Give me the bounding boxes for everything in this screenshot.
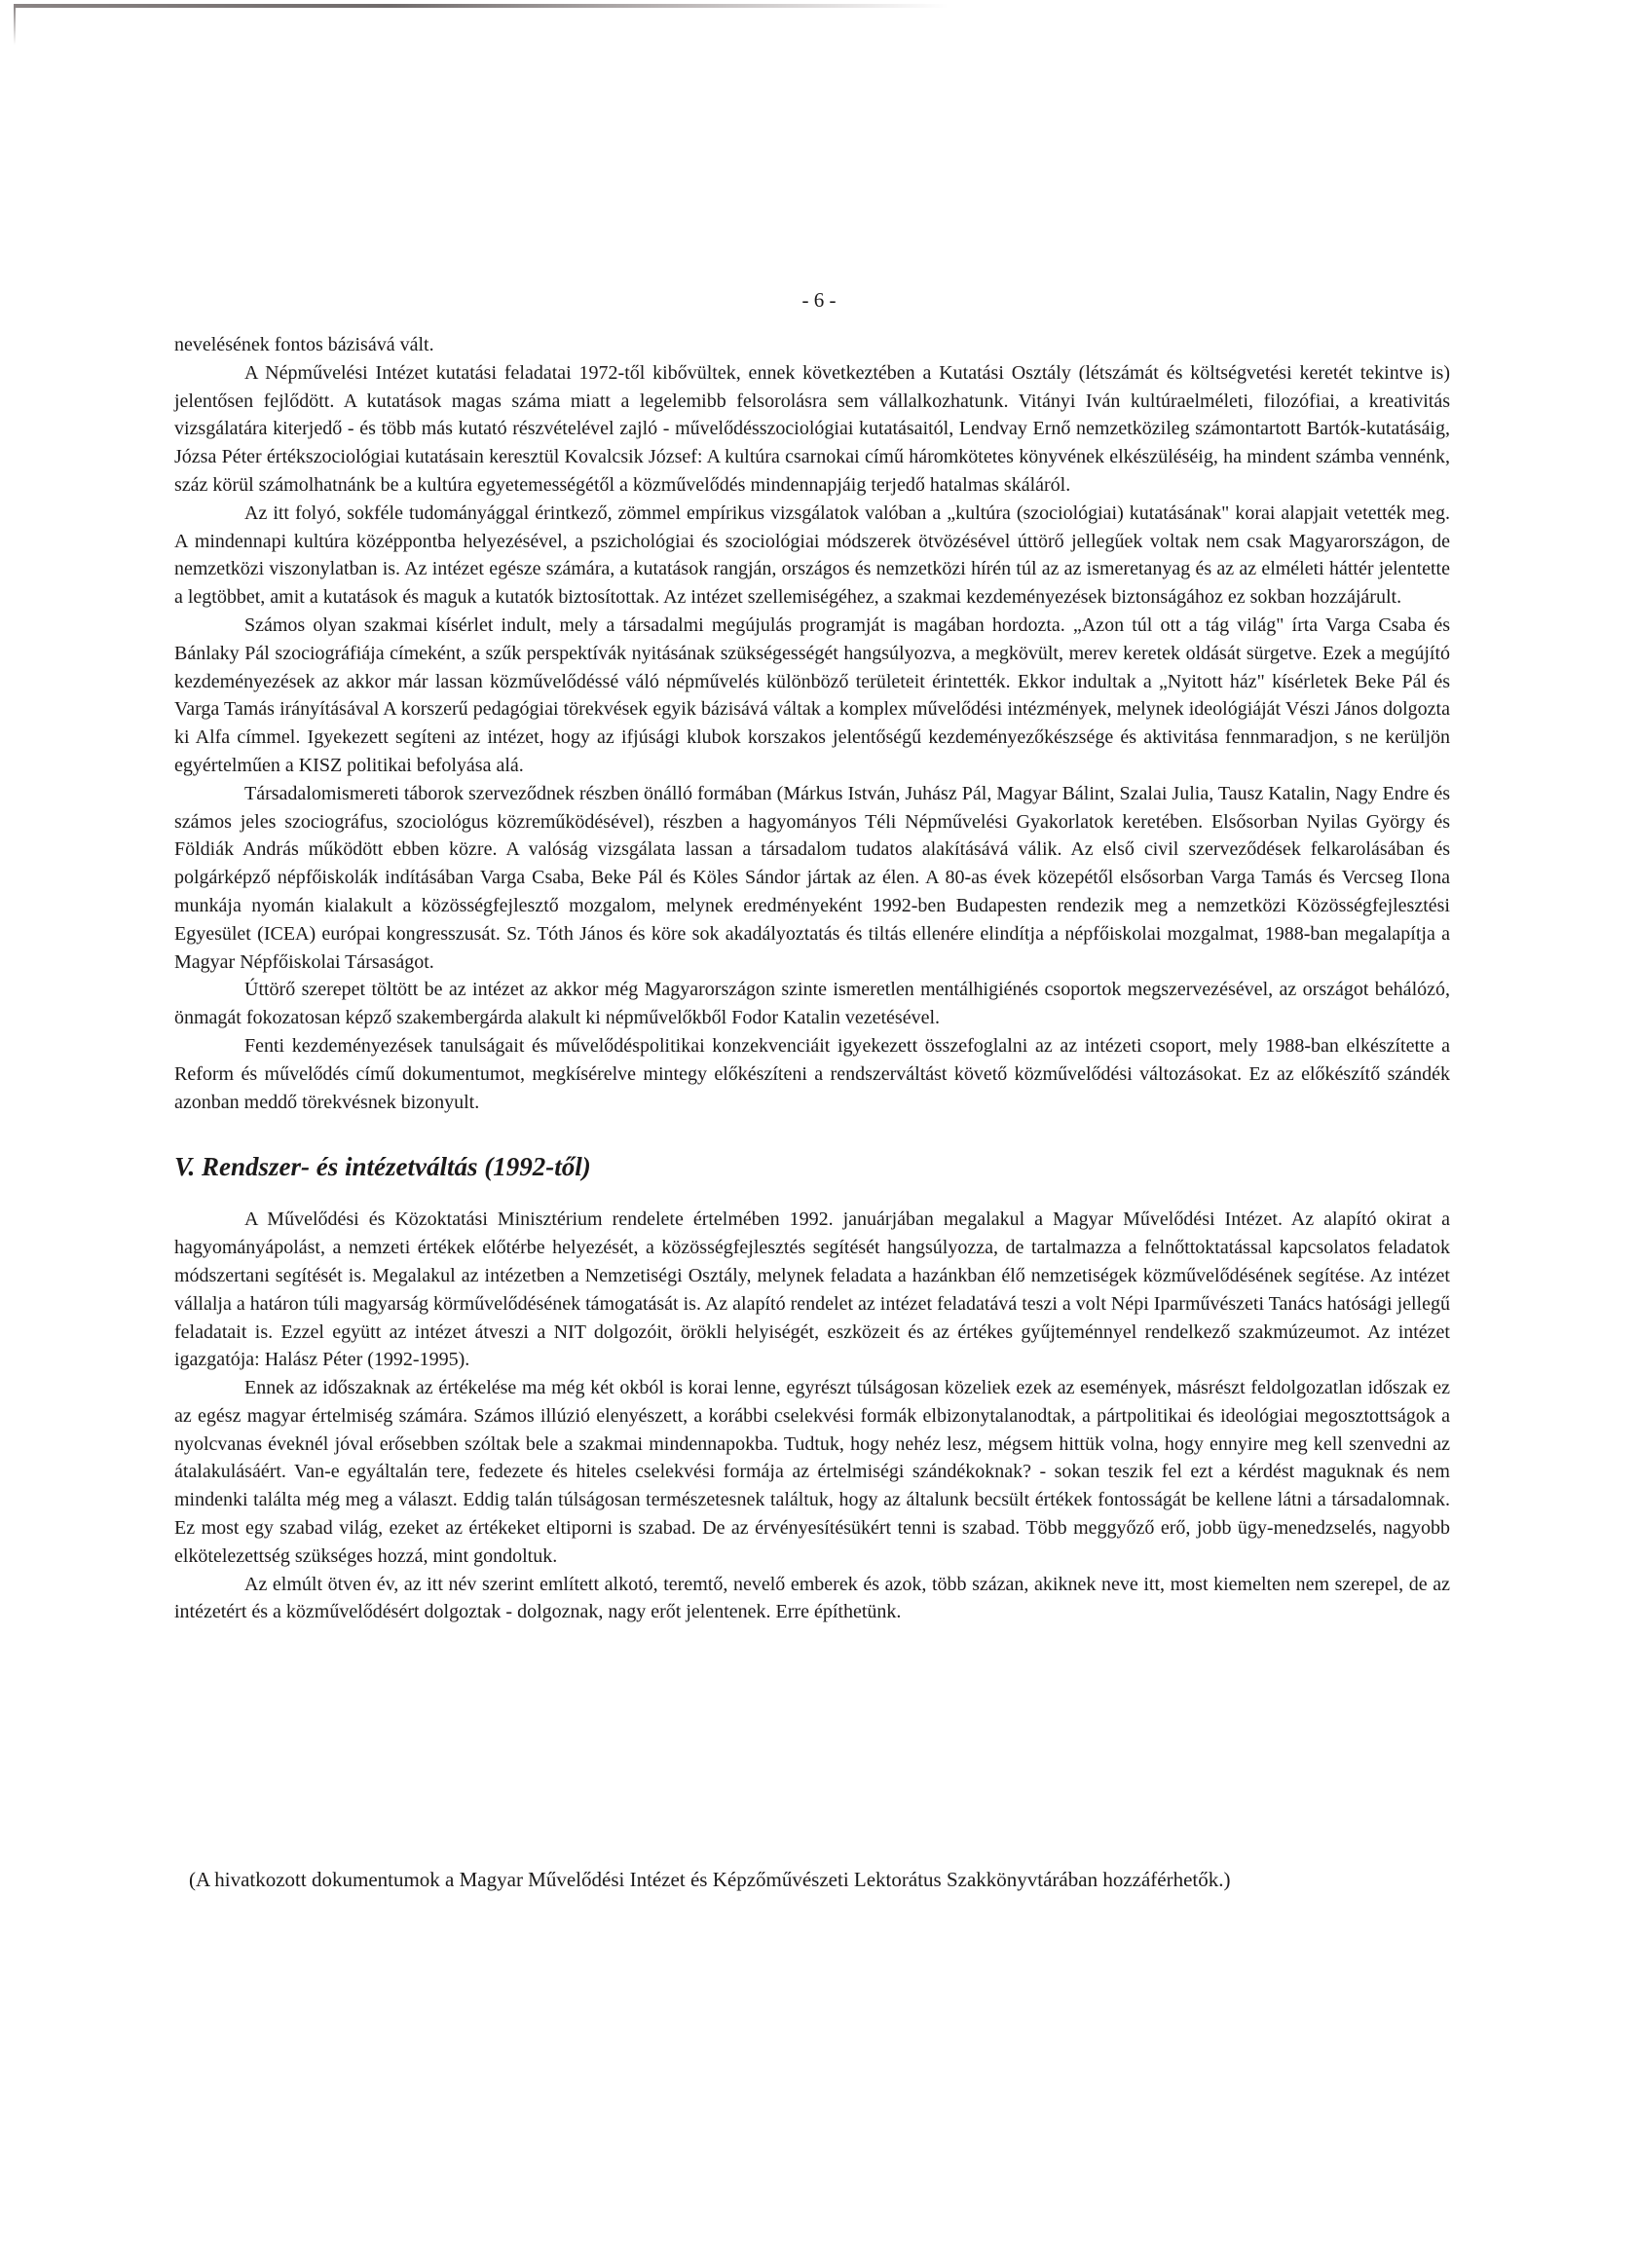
paragraph: Számos olyan szakmai kísérlet indult, mely a társadalmi megújulás programját is magában hordozta. „Azon túl ott a tág világ" írta Varga Csaba és Bánlaky Pál szociográfiája címeként, a szűk perspektívák nyitásának szükségességét hangsúlyozva, a megkövült, merev keretek oldását sürgetve. Ezek a megújító kezdeményezések az akkor már lassan közművelődéssé váló népművelés különböző területeit érintették. Ekkor indultak a „Nyitott ház" kísérletek Beke Pál és Varga Tamás irányításával A korszerű pedagógiai törekvések egyik bázisává váltak a komplex művelődési intézmények, melynek ideológiáját Vészi János dolgozta ki Alfa címmel. Igyekezett segíteni az intézet, hogy az ifjúsági klubok korszakos jelentőségű kezdeményezőkészsége és aktivitása fennmaradjon, s ne kerüljön egyértelműen a KISZ politikai befolyása alá. — [174, 613, 1450, 776]
scan-edge-artifact — [14, 4, 949, 8]
paragraph: Az itt folyó, sokféle tudományággal érintkező, zömmel empírikus vizsgálatok valóban a „kultúra (szociológiai) kutatásának" korai alapjait vetették meg. A mindennapi kultúra középpontba helyezésével, a pszichológiai és szociológiai módszerek ötvözésével úttörő jellegűek voltak nem csak Magyarországon, de nemzetközi viszonylatban is. Az intézet egésze számára, a kutatások rangján, országos és nemzetközi hírén túl az az ismeretanyag és az az elméleti háttér jelentette a legtöbbet, amit a kutatások és maguk a kutatók biztosítottak. Az intézet szellemiségéhez, a szakmai kezdeményezések biztonságához ez sokban hozzájárult. — [174, 502, 1450, 609]
scan-edge-artifact-left — [14, 6, 16, 45]
document-body — [174, 331, 1450, 1626]
paragraph: nevelésének fontos bázisává vált. — [174, 334, 434, 355]
paragraph: A Népművelési Intézet kutatási feladatai 1972-től kibővültek, ennek következtében a Kutatási Osztály (létszámát és költségvetési keretét tekintve is) jelentősen fejlődött. A kutatások magas száma miatt a legelemibb felsorolásra sem vállalkozhatunk. Vitányi Iván kultúraelméleti, filozófiai, a kreativitás vizsgálatára kiterjedő - és több más kutató részvételével zajló - művelődésszociológiai kutatásaitól, Lendvay Ernő nemzetközileg számontartott Bartók-kutatásáig, Józsa Péter értékszociológiai kutatásain keresztül Kovalcsik József: A kultúra csarnokai című háromkötetes könyvének elkészüléséig, ha mindent számba vennénk, száz körül számolhatnánk be a kultúra egyetemességétől a közművelődés mindennapjáig terjedő hatalmas skáláról. — [174, 361, 1450, 496]
paragraph: A Művelődési és Közoktatási Minisztérium rendelete értelmében 1992. januárjában megalakul a Magyar Művelődési Intézet. Az alapító okirat a hagyományápolást, a nemzeti értékek előtérbe helyezését, a közösségfejlesztés segítését hangsúlyozza, de tartalmazza a felnőttoktatással kapcsolatos feladatok módszertani segítését is. Megalakul az intézetben a Nemzetiségi Osztály, melynek feladata a hazánkban élő nemzetiségek közművelődésének segítése. Az intézet vállalja a határon túli magyarság körművelődésének támogatását is. Az alapító rendelet az intézet feladatává teszi a volt Népi Iparművészeti Tanács hatósági jellegű feladatait is. Ezzel együtt az intézet átveszi a NIT dolgozóit, örökli helyiségét, eszközeit és az értékes gyűjteménnyel rendelkező szakmúzeumot. Az intézet igazgatója: Halász Péter (1992-1995). — [174, 1208, 1450, 1371]
footnote: (A hivatkozott dokumentumok a Magyar Művelődési Intézet és Képzőművészeti Lektorátus Szakkönyvtárában hozzáférhetők.) — [189, 1868, 1231, 1891]
paragraph: Ennek az időszaknak az értékelése ma még két okból is korai lenne, egyrészt túlságosan közeliek ezek az események, másrészt feldolgozatlan időszak ez az egész magyar értelmiség számára. Számos illúzió elenyészett, a korábbi cselekvési formák elbizonytalanodtak, a pártpolitikai és ideológiai megosztottságok a nyolcvanas éveknél jóval erősebben szóltak bele a szakmai mindennapokba. Tudtuk, hogy nehéz lesz, mégsem hittük volna, hogy ennyire meg kell szenvedni az átalakulásáért. Van-e egyáltalán tere, fedezete és hiteles cselekvési formája az értelmiségi szándékoknak? - sokan teszik fel ezt a kérdést maguknak és nem mindenki találta még meg a választ. Eddig talán túlságosan természetesnek találtuk, hogy az általunk becsült értékek fontosságát be kellene látni a társadalomnak. Ez most egy szabad világ, ezeket az értékeket eltiporni is szabad. De az érvényesítésükért tenni is szabad. Több meggyőző erő, jobb ügy-menedzselés, nagyobb elkötelezettség szükséges hozzá, mint gondoltuk. — [174, 1377, 1450, 1567]
section-heading: V. Rendszer- és intézetváltás (1992-től) — [174, 1152, 591, 1182]
page-number: - 6 - — [801, 288, 837, 312]
paragraph: Társadalomismereti táborok szerveződnek részben önálló formában (Márkus István, Juhász Pál, Magyar Bálint, Szalai Julia, Tausz Katalin, Nagy Endre és számos jeles szociográfus, szociológus közreműködésével), részben a hagyományos Téli Népművelési Gyakorlatok keretében. Elsősorban Nyilas György és Földiák András működött ebben közre. A valóság vizsgálata lassan a társadalom tudatos alakításává válik. Az első civil szerveződések felkarolásában és polgárképző népfőiskolák indításában Varga Csaba, Beke Pál és Köles Sándor jártak az élen. A 80-as évek közepétől elsősorban Varga Tamás és Vercseg Ilona munkája nyomán kialakult a közösségfejlesztő mozgalom, melynek eredményeként 1992-ben Budapesten rendezik meg a nemzetközi Közösségfejlesztési Egyesület (ICEA) európai kongresszusát. Sz. Tóth János és köre sok akadályoztatás és tiltás ellenére elindítja a népfőiskolai mozgalmat, 1988-ban megalapítja a Magyar Népfőiskolai Társaságot. — [174, 782, 1450, 973]
paragraph: Úttörő szerepet töltött be az intézet az akkor még Magyarországon szinte ismeretlen mentálhigiénés csoportok megszervezésével, az országot behálózó, önmagát fokozatosan képző szakembergárda alakult ki népművelőkből Fodor Katalin vezetésével. — [174, 979, 1450, 1029]
paragraph: Az elmúlt ötven év, az itt név szerint említett alkotó, teremtő, nevelő emberek és azok, több százan, akiknek neve itt, most kiemelten nem szerepel, de az intézetért és a közművelődésért dolgoztak - dolgoznak, nagy erőt jelentenek. Erre építhetünk. — [174, 1573, 1450, 1623]
paragraph: Fenti kezdeményezések tanulságait és művelődéspolitikai konzekvenciáit igyekezett összefoglalni az az intézeti csoport, mely 1988-ban elkészítette a Reform és művelődés című dokumentumot, megkísérelve mintegy előkészíteni a rendszerváltást követő közművelődési változásokat. Ez az előkészítő szándék azonban meddő törekvésnek bizonyult. — [174, 1034, 1450, 1113]
